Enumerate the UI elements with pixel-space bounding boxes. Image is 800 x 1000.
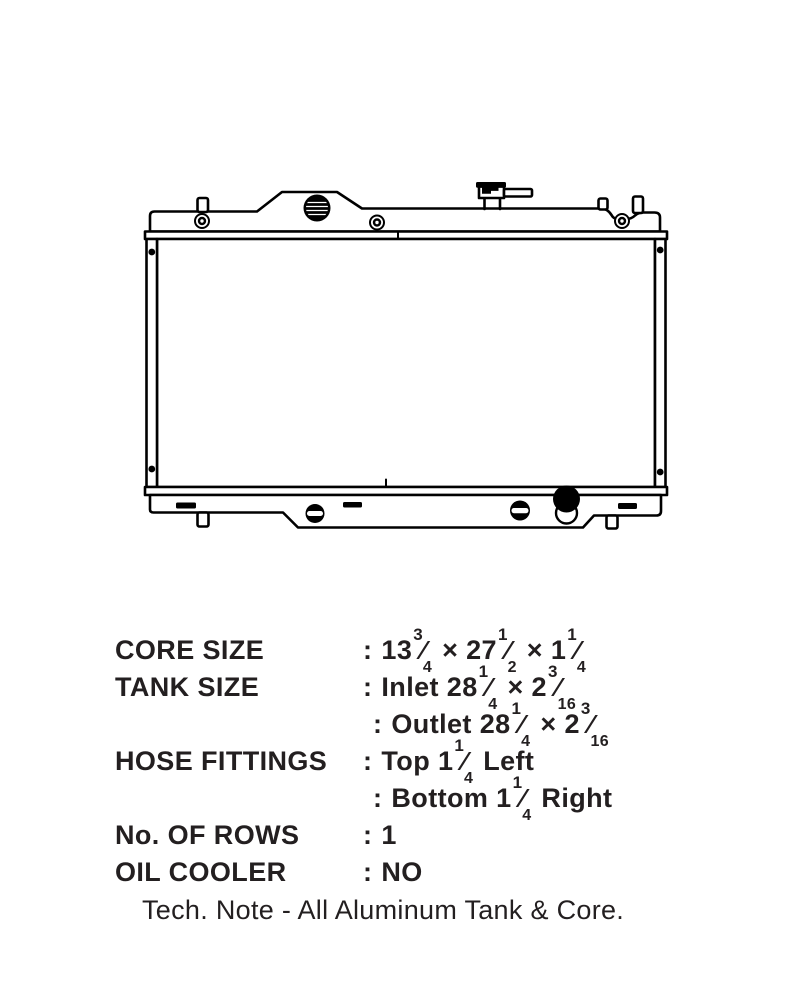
spec-row-no-of-rows: [115, 817, 755, 854]
spec-colon: :: [363, 746, 373, 776]
bottom-tank: [150, 495, 661, 528]
spec-value: $13^3⁄_4$ × $27^1⁄_2$ × $1^1⁄_4$: [381, 625, 587, 677]
spec-colon: :: [373, 783, 383, 813]
spec-row-tank-size-outlet: [115, 699, 755, 751]
radiator-cap-icon: [476, 182, 532, 209]
spec-row-tank-size: [115, 662, 755, 714]
spec-value: Inlet $28^1⁄_4$ × $2^3⁄_{16}$: [381, 662, 577, 714]
spec-value: Bottom $1^1⁄_4$ Right: [391, 773, 613, 825]
outlet-pipe-icon: [553, 486, 580, 524]
core: [157, 239, 655, 487]
spec-colon: :: [373, 709, 383, 739]
tech-note: Tech. Note - All Aluminum Tank & Core.: [142, 895, 625, 925]
spec-label: No. OF ROWS: [115, 820, 300, 850]
top-tank: [150, 192, 660, 232]
spec-value: NO: [381, 857, 423, 887]
spec-colon: :: [363, 635, 373, 665]
spec-value: Top $1^1⁄_4$ Left: [381, 736, 535, 788]
spec-value: Outlet $28^1⁄_4$ × $2^3⁄_{16}$: [391, 699, 610, 751]
spec-value: 1: [381, 820, 397, 850]
spec-colon: :: [363, 857, 373, 887]
spec-row-hose-fittings-bottom: [115, 773, 755, 825]
spec-row-core-size: [115, 625, 755, 677]
spec-label: OIL COOLER: [115, 857, 287, 887]
spec-colon: :: [363, 672, 373, 702]
spec-row-hose-fittings: [115, 736, 755, 788]
spec-label: HOSE FITTINGS: [115, 746, 328, 776]
spec-row-oil-cooler: [115, 854, 755, 891]
spec-label: TANK SIZE: [115, 672, 260, 702]
spec-label: CORE SIZE: [115, 635, 265, 665]
spec-colon: :: [363, 820, 373, 850]
spec-table: [115, 625, 755, 929]
